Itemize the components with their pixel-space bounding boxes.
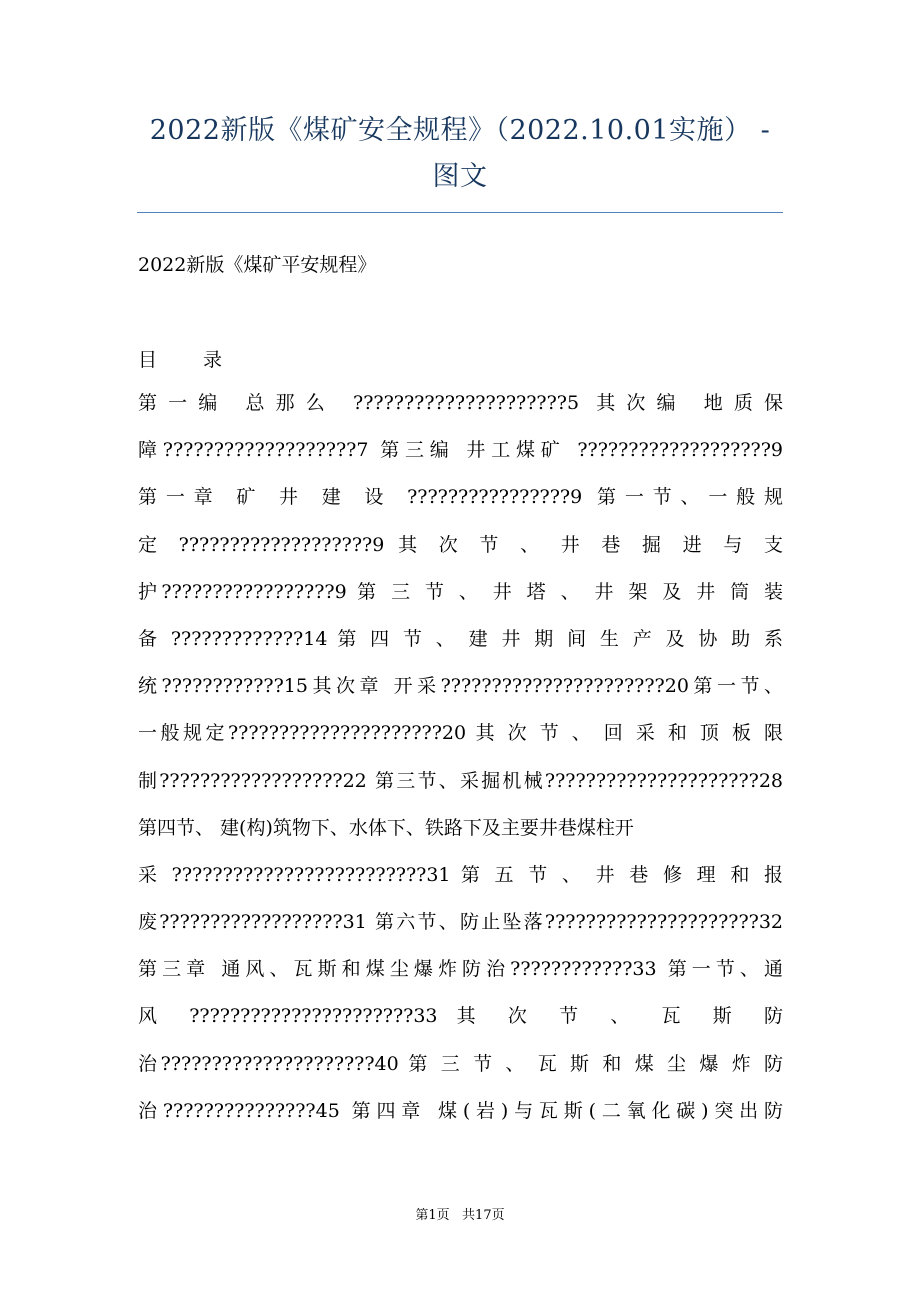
toc-line: 制??????????????????22 第三节、采掘机械?????????????????????28 xyxy=(138,769,783,792)
toc-line: 统????????????15其次章 开采??????????????????????20第一节、 xyxy=(138,675,783,698)
toc-line: 障???????????????????7 第三编 井工煤矿 ???????????????????9 xyxy=(138,439,783,462)
toc-line: 备 ?????????????14 第 四 节 、 建 井 期 间 生 产 及 协 助 系 xyxy=(138,627,783,650)
toc-line: 废??????????????????31 第六节、防止坠落?????????????????????32 xyxy=(138,911,783,934)
toc-line: 治?????????????????????40 第 三 节 、 瓦 斯 和 煤 尘 爆 炸 防 xyxy=(138,1052,783,1075)
toc-line: 风 ??????????????????????33 其 次 节 、 瓦 斯 防 xyxy=(138,1005,783,1028)
toc-line: 采 ?????????????????????????31 第 五 节 、 井 巷 修 理 和 报 xyxy=(138,863,783,886)
toc-line: 治???????????????45 第四章 煤(岩)与瓦斯(二氧化碳)突出防 xyxy=(138,1099,783,1122)
toc-line: 第四节、 建(构)筑物下、水体下、铁路下及主要井巷煤柱开 xyxy=(138,816,634,839)
toc-line: 第三章 通风、瓦斯和煤尘爆炸防治????????????33 第一节、通 xyxy=(138,958,783,981)
toc-heading: 目 录 xyxy=(138,349,243,371)
table-of-contents xyxy=(138,380,783,1135)
title-divider xyxy=(137,212,783,213)
document-title-line-1: 2022新版《煤矿安全规程》（2022.10.01实施） - xyxy=(149,115,771,146)
document-title xyxy=(120,108,800,200)
toc-line: 第一编 总那么 ?????????????????????5 其次编 地质保 xyxy=(138,392,783,414)
toc-line: 护?????????????????9 第 三 节 、 井 塔 、 井 架 及 井 筒 装 xyxy=(138,580,783,603)
toc-line: 第一章 矿 井 建 设 ????????????????9 第一节、一般规 xyxy=(138,486,783,509)
page-footer: 第1页 共17页 xyxy=(415,1208,505,1223)
document-title-line-2: 图文 xyxy=(432,161,488,192)
document-subtitle: 2022新版《煤矿平安规程》 xyxy=(138,254,377,276)
toc-line: 一般规定?????????????????????20 其 次 节 、 回 采 和 顶 板 限 xyxy=(138,722,783,745)
toc-line: 定 ???????????????????9 其 次 节 、 井 巷 掘 进 与 支 xyxy=(138,533,783,556)
